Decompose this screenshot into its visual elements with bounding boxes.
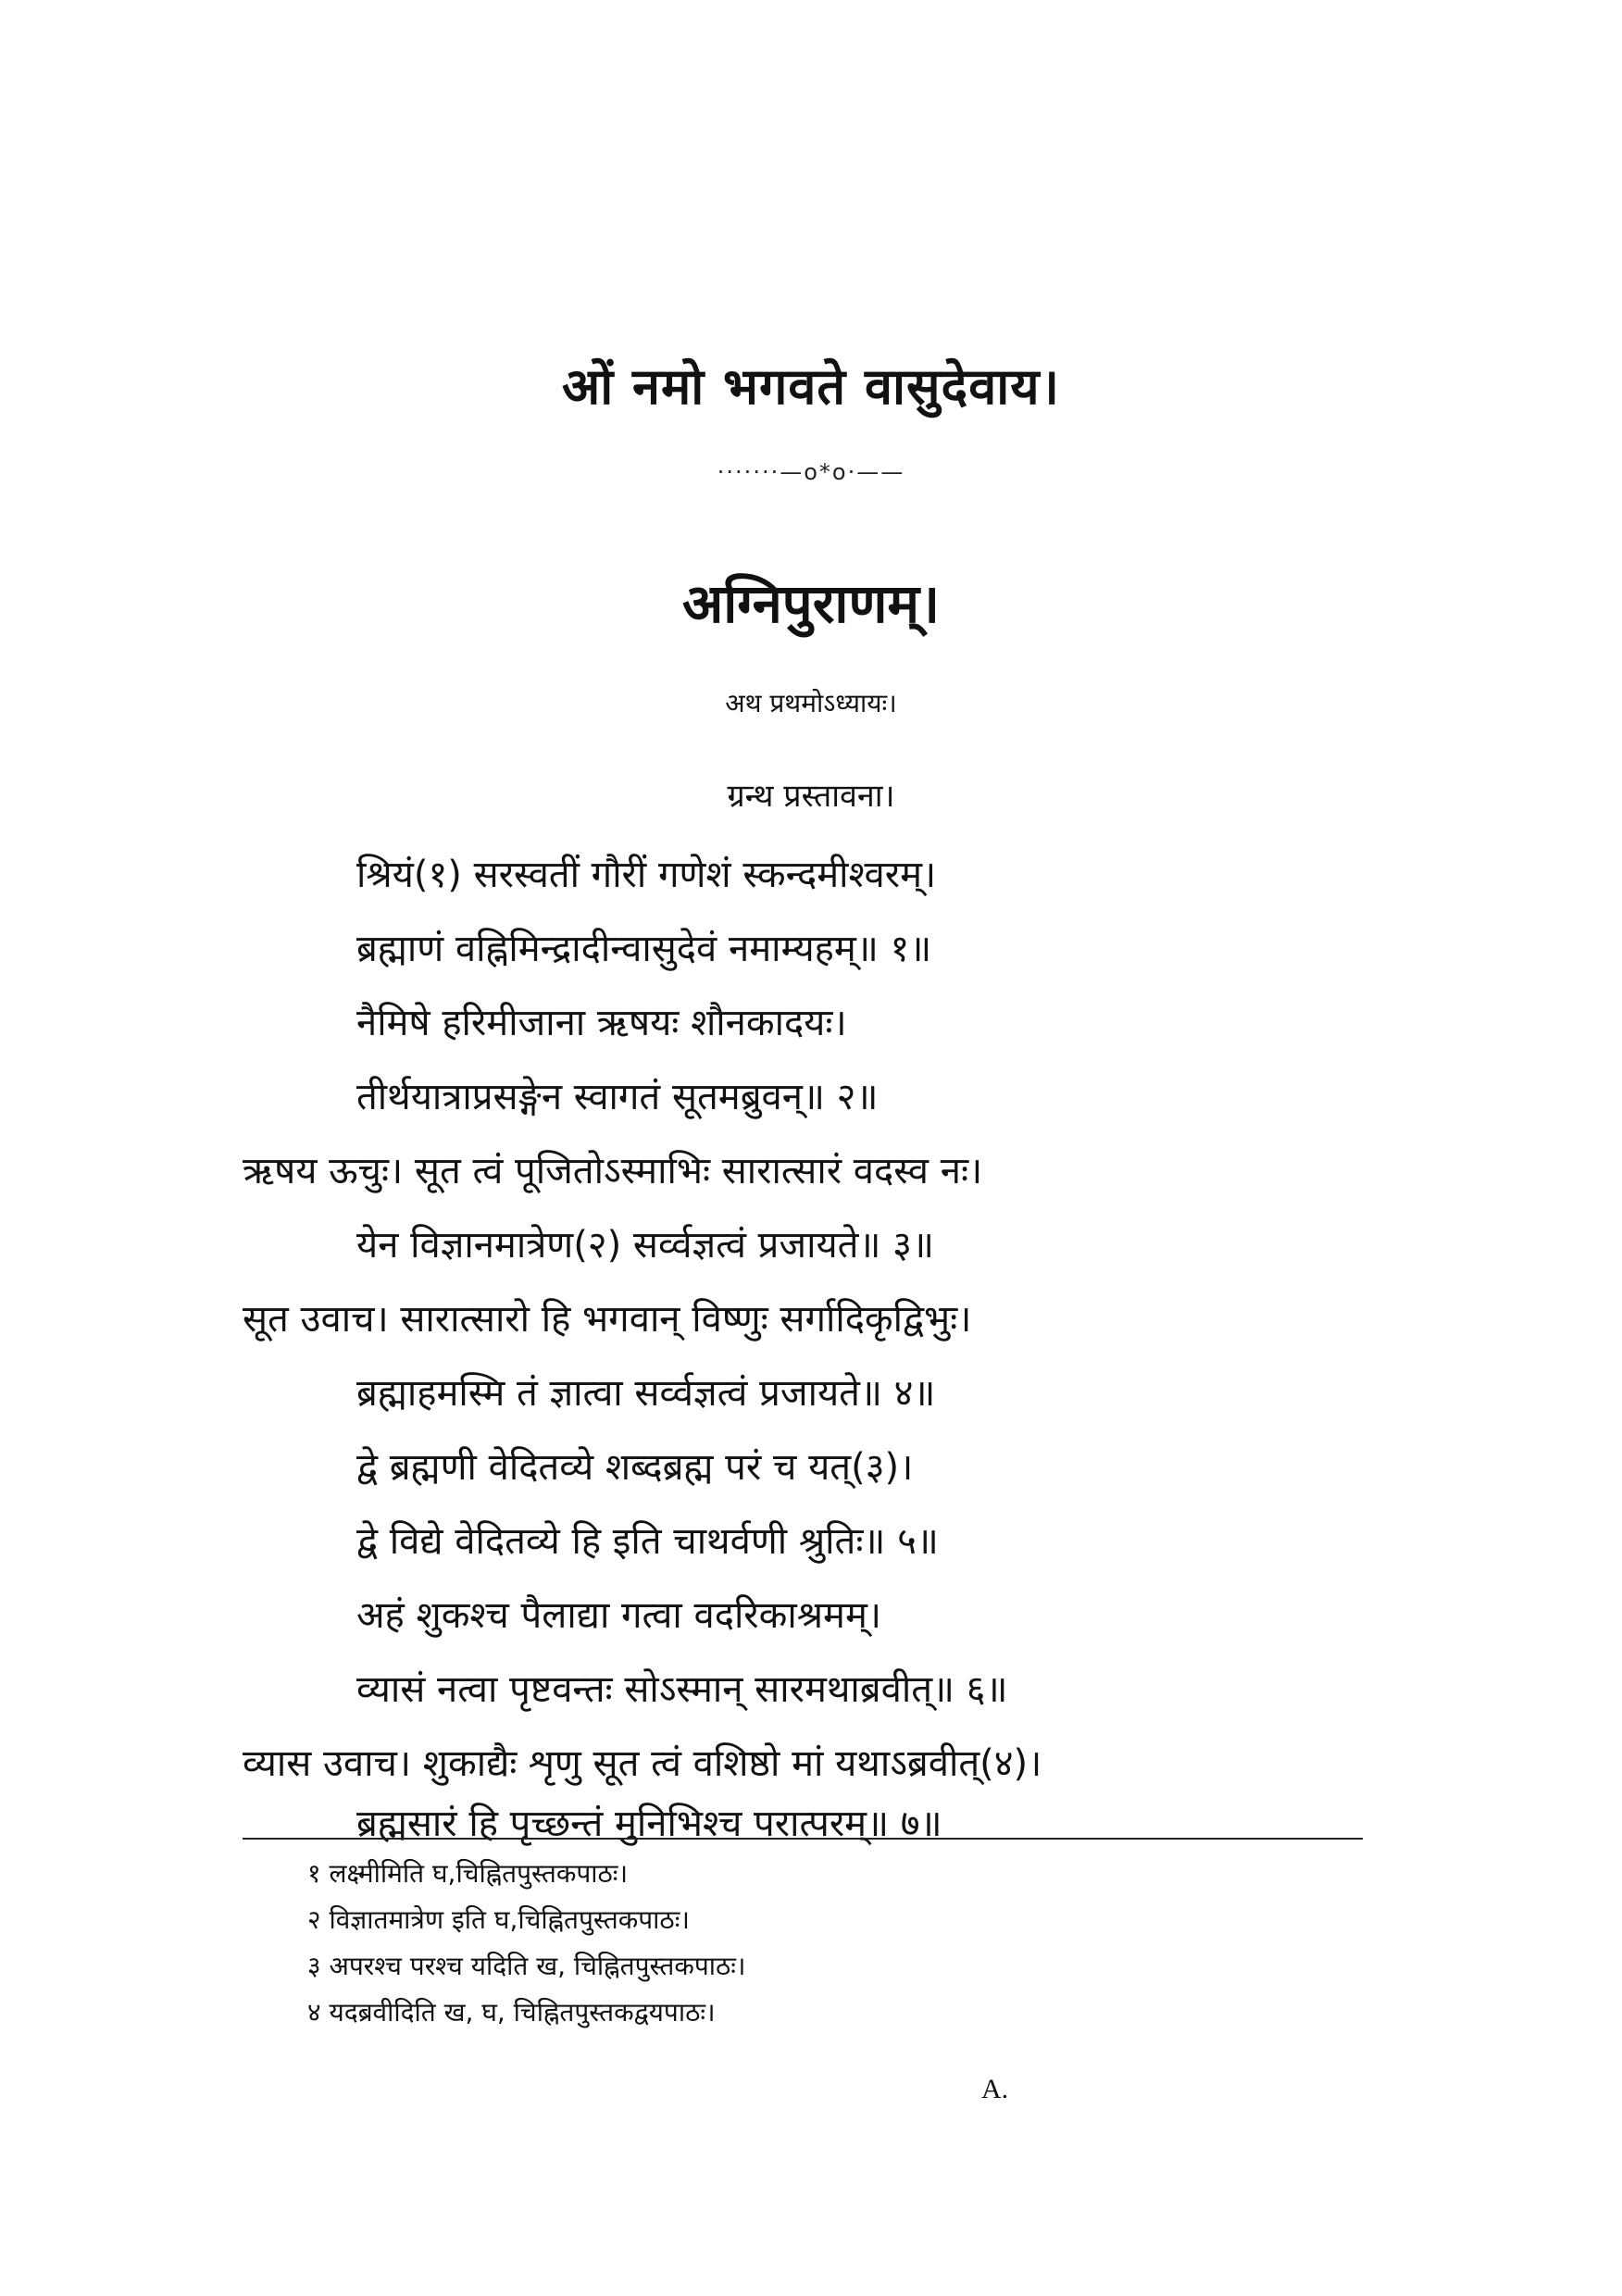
verse-line: तीर्थयात्राप्रसङ्गेन स्वागतं सूतमब्रुवन्॥ २॥	[356, 1076, 879, 1118]
footnote: १ लक्ष्मीमिति घ,चिह्नितपुस्तकपाठः।	[307, 1858, 629, 1889]
verse-line: ब्रह्माहमस्मि तं ज्ञात्वा सर्व्वज्ञत्वं प्रजायते॥ ४॥	[356, 1372, 936, 1415]
verse-line: ब्रह्मसारं हि पृच्छन्तं मुनिभिश्च परात्परम्॥ ७॥	[356, 1803, 942, 1845]
verse-line: श्रियं(१) सरस्वतीं गौरीं गणेशं स्कन्दमीश्वरम्।	[356, 854, 937, 896]
verse-line: नैमिषे हरिमीजाना ऋषयः शौनकादयः।	[356, 1002, 847, 1044]
page-signature: A.	[981, 2074, 1009, 2104]
ornament-divider: ·······—o*o·——	[717, 459, 905, 485]
verse-line: ऋषय ऊचुः। सूत त्वं पूजितोऽस्माभिः सारात्सारं वदस्व नः।	[243, 1150, 983, 1192]
footnote: ४ यदब्रवीदिति ख, घ, चिह्नितपुस्तकद्वयपाठः।	[307, 1997, 716, 2028]
footnote-divider	[243, 1838, 1363, 1840]
verse-line: व्यासं नत्वा पृष्टवन्तः सोऽस्मान् सारमथाब्रवीत्॥ ६॥	[356, 1668, 1008, 1711]
verse-line: ब्रह्माणं वह्निमिन्द्रादीन्वासुदेवं नमाम्यहम्॥ १॥	[356, 928, 932, 970]
invocation-heading: ओं नमो भगवते वासुदेवाय।	[562, 357, 1060, 416]
verse-line: अहं शुकश्च पैलाद्या गत्वा वदरिकाश्रमम्।	[356, 1594, 882, 1637]
footnote: ३ अपरश्च परश्च यदिति ख, चिह्नितपुस्तकपाठः।	[307, 1951, 746, 1981]
verse-line: येन विज्ञानमात्रेण(२) सर्व्वज्ञत्वं प्रजायते॥ ३॥	[356, 1224, 934, 1267]
page-title: अग्निपुराणम्।	[681, 572, 941, 635]
verse-line: द्वे विद्ये वेदितव्ये हि इति चाथर्वणी श्रुतिः॥ ५॥	[356, 1520, 939, 1563]
footnote: २ विज्ञातमात्रेण इति घ,चिह्नितपुस्तकपाठः।	[307, 1904, 690, 1935]
section-heading: ग्रन्थ प्रस्तावना।	[727, 778, 895, 815]
verse-line: सूत उवाच। सारात्सारो हि भगवान् विष्णुः सर्गादिकृद्विभुः।	[243, 1298, 972, 1341]
verse-line: द्वे ब्रह्मणी वेदितव्ये शब्दब्रह्म परं च यत्(३)।	[356, 1446, 914, 1489]
chapter-heading: अथ प्रथमोऽध्यायः।	[725, 688, 897, 718]
verse-line: व्यास उवाच। शुकाद्यैः शृणु सूत त्वं वशिष्ठो मां यथाऽब्रवीत्(४)।	[243, 1742, 1042, 1785]
